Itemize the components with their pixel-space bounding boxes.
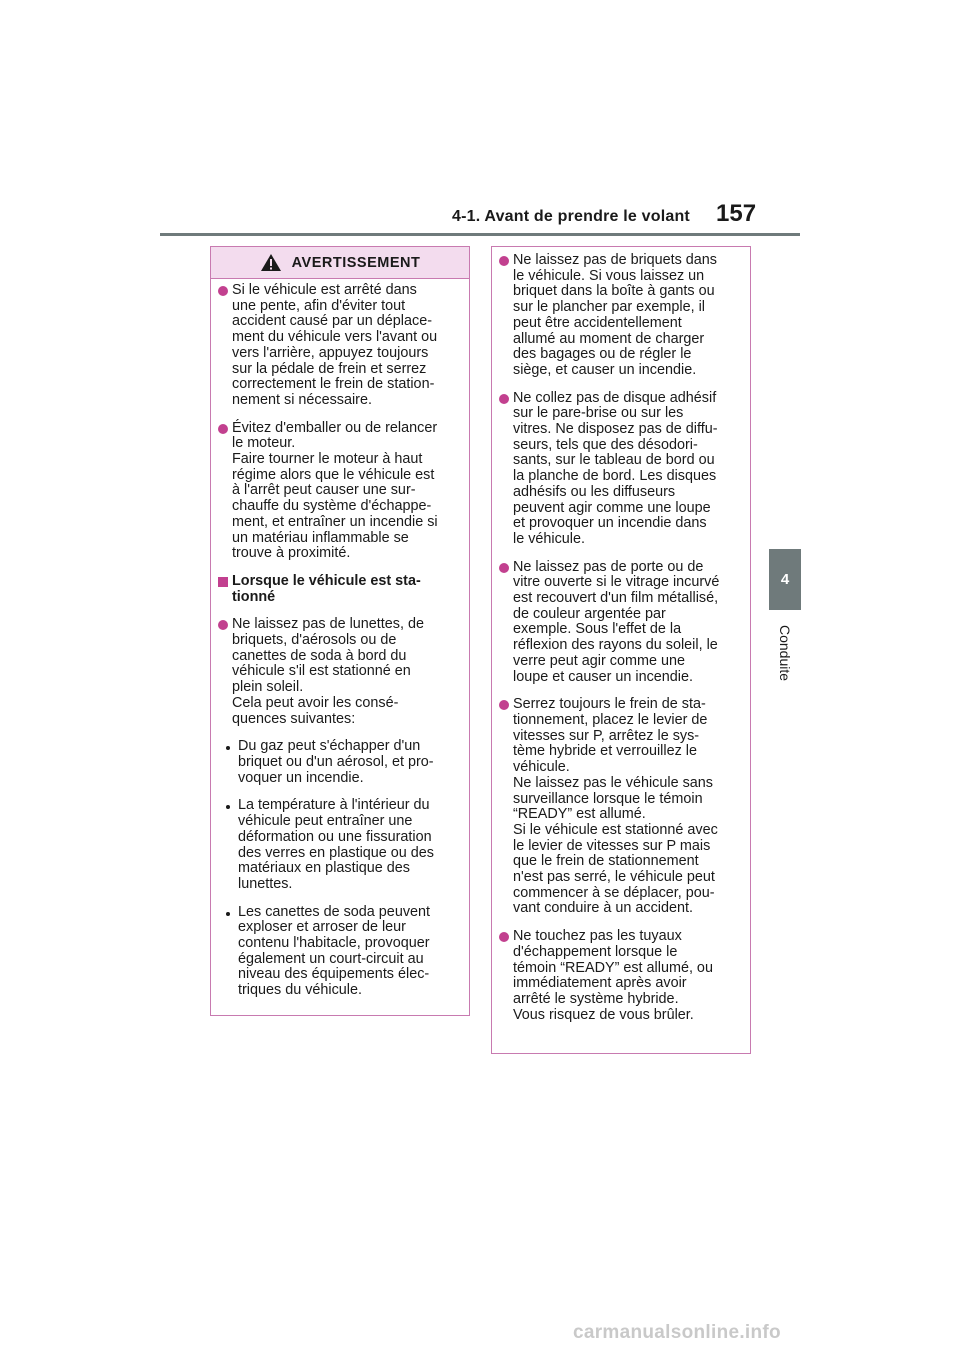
text-line: sur le pare-brise ou sur les [513, 405, 684, 422]
text-line: lunettes. [238, 875, 293, 892]
sub-list-item [224, 798, 461, 892]
text-line: plein soleil. [232, 679, 304, 696]
list-item [499, 253, 742, 379]
text-line: “READY” est allumé. [513, 806, 646, 823]
text-line: tionné [232, 588, 276, 605]
watermark: carmanualsonline.info [573, 1322, 781, 1343]
text-line: Ne collez pas de disque adhésif [513, 389, 717, 406]
list-item [218, 283, 461, 409]
chapter-number: 4 [780, 571, 790, 588]
warning-box-continued [491, 246, 751, 1054]
bullet-dot-icon [218, 286, 228, 296]
item-text [238, 905, 461, 999]
text-line: à l'arrêt peut causer une sur- [232, 482, 416, 499]
item-text [232, 421, 461, 562]
text-line: La température à l'intérieur du [238, 797, 430, 814]
text-line: triques du véhicule. [238, 982, 362, 999]
bullet-dot-icon [499, 394, 509, 404]
item-text [513, 560, 742, 686]
text-line: régime alors que le véhicule est [232, 466, 435, 483]
text-line: également un court-circuit au [238, 950, 424, 967]
text-line: loupe et causer un incendie. [513, 668, 694, 685]
text-line: commencer à se déplacer, pou- [513, 884, 715, 901]
text-line: Vous risquez de vous brûler. [513, 1006, 694, 1023]
section-title: 4-1. Avant de prendre le volant [452, 208, 690, 225]
text-line: allumé au moment de charger [513, 330, 705, 347]
warning-header [211, 247, 469, 279]
text-line: briquet dans la boîte à gants ou [513, 283, 715, 300]
text-line: véhicule. [513, 759, 570, 776]
text-line: surveillance lorsque le témoin [513, 790, 703, 807]
bullet-dot-icon [499, 700, 509, 710]
text-line: sants, sur le tableau de bord ou [513, 452, 715, 469]
item-text [232, 574, 461, 605]
text-line: témoin “READY” est allumé, ou [513, 959, 713, 976]
text-line: d'échappement lorsque le [513, 943, 678, 960]
text-line: chauffe du système d'échappe- [232, 498, 432, 515]
text-line: la planche de bord. Les disques [513, 468, 717, 485]
list-item [499, 697, 742, 917]
text-line: exploser et arroser de leur [238, 919, 406, 936]
text-line: correctement le frein de station- [232, 376, 435, 393]
text-line: siège, et causer un incendie. [513, 361, 697, 378]
text-line: n'est pas serré, le véhicule peut [513, 869, 715, 886]
bullet-dot-icon [499, 256, 509, 266]
text-line: vitres. Ne disposez pas de diffu- [513, 421, 718, 438]
text-line: le véhicule. Si vous laissez un [513, 267, 705, 284]
text-line: le moteur. [232, 435, 296, 452]
text-line: Faire tourner le moteur à haut [232, 451, 423, 468]
warning-title: AVERTISSEMENT [291, 254, 421, 271]
heading-square-icon [218, 577, 228, 587]
text-line: verre peut agir comme une [513, 652, 685, 669]
small-bullet-icon [226, 746, 230, 750]
text-line: briquets, d'aérosols ou de [232, 632, 397, 649]
text-line: déformation ou une fissuration [238, 828, 432, 845]
text-line: nement si nécessaire. [232, 391, 372, 408]
small-bullet-icon [226, 805, 230, 809]
text-line: vers l'arrière, appuyez toujours [232, 344, 429, 361]
text-line: canettes de soda à bord du [232, 647, 407, 664]
text-line: Ne laissez pas de lunettes, de [232, 616, 424, 633]
text-line: des verres en plastique ou des [238, 844, 434, 861]
text-line: Ne laissez pas le véhicule sans [513, 774, 713, 791]
text-line: sur le plancher par exemple, il [513, 299, 705, 316]
text-line: le levier de vitesses sur P mais [513, 837, 711, 854]
text-line: tionnement, placez le levier de [513, 711, 708, 728]
sub-list-item [224, 905, 461, 999]
text-line: vitesses sur P, arrêtez le sys- [513, 727, 700, 744]
item-text [232, 617, 461, 727]
text-line: peuvent agir comme une loupe [513, 499, 711, 516]
subsection-heading [218, 574, 461, 605]
text-line: matériaux en plastique des [238, 860, 410, 877]
list-item [218, 617, 461, 727]
bullet-dot-icon [499, 932, 509, 942]
text-line: vitre ouverte si le vitrage incurvé [513, 574, 720, 591]
item-text [513, 929, 742, 1023]
text-line: de couleur argentée par [513, 605, 666, 622]
list-item [499, 560, 742, 686]
item-text [513, 697, 742, 917]
text-line: peut être accidentellement [513, 314, 682, 331]
text-line: Si le véhicule est stationné avec [513, 821, 718, 838]
text-line: vant conduire à un accident. [513, 900, 694, 917]
text-line: Les canettes de soda peuvent [238, 903, 431, 920]
text-line: Évitez d'emballer ou de relancer [232, 419, 438, 436]
text-line: ment du véhicule vers l'avant ou [232, 329, 438, 346]
item-text [232, 283, 461, 409]
list-item [499, 929, 742, 1023]
text-line: est recouvert d'un film métallisé, [513, 590, 719, 607]
item-text [238, 798, 461, 892]
text-line: réflexion des rayons du soleil, le [513, 637, 718, 654]
text-line: niveau des équipements élec- [238, 966, 430, 983]
text-line: seurs, tels que des désodori- [513, 436, 698, 453]
warning-triangle-icon [260, 253, 282, 272]
chapter-label: Conduite [777, 624, 793, 682]
list-item [218, 421, 461, 562]
text-line: Ne laissez pas de briquets dans [513, 252, 717, 268]
bullet-dot-icon [218, 620, 228, 630]
text-line: Ne touchez pas les tuyaux [513, 928, 682, 945]
text-line: un matériau inflammable se [232, 529, 409, 546]
header-rule [160, 233, 800, 236]
text-line: briquet ou d'un aérosol, et pro- [238, 753, 434, 770]
item-text [513, 253, 742, 379]
text-line: Ne laissez pas de porte ou de [513, 558, 704, 575]
text-line: des bagages ou de régler le [513, 346, 692, 363]
item-text [238, 739, 461, 786]
text-line: quences suivantes: [232, 710, 356, 727]
sub-list-item [224, 739, 461, 786]
text-line: contenu l'habitacle, provoquer [238, 935, 430, 952]
text-line: Cela peut avoir les consé- [232, 694, 399, 711]
page-number: 157 [716, 200, 757, 227]
text-line: véhicule s'il est stationné en [232, 663, 411, 680]
text-line: une pente, afin d'éviter tout [232, 297, 406, 314]
text-line: immédiatement après avoir [513, 975, 687, 992]
text-line: Lorsque le véhicule est sta- [232, 572, 421, 589]
warning-box [210, 246, 470, 1016]
text-line: arrêté le système hybride. [513, 990, 679, 1007]
text-line: Du gaz peut s'échapper d'un [238, 738, 421, 755]
text-line: et provoquer un incendie dans [513, 515, 707, 532]
text-line: trouve à proximité. [232, 545, 351, 562]
text-line: ment, et entraîner un incendie si [232, 513, 438, 530]
text-line: exemple. Sous l'effet de la [513, 621, 682, 638]
text-line: que le frein de stationnement [513, 853, 699, 870]
text-line: le véhicule. [513, 530, 585, 547]
bullet-dot-icon [499, 563, 509, 573]
text-line: véhicule peut entraîner une [238, 813, 413, 830]
text-line: adhésifs ou les diffuseurs [513, 483, 676, 500]
bullet-dot-icon [218, 424, 228, 434]
chapter-tab [769, 549, 801, 610]
list-item [499, 391, 742, 548]
item-text [513, 391, 742, 548]
text-line: tème hybride et verrouillez le [513, 743, 697, 760]
small-bullet-icon [226, 912, 230, 916]
text-line: Si le véhicule est arrêté dans [232, 282, 417, 298]
text-line: accident causé par un déplace- [232, 313, 433, 330]
text-line: voquer un incendie. [238, 769, 364, 786]
text-line: sur la pédale de frein et serrez [232, 360, 427, 377]
text-line: Serrez toujours le frein de sta- [513, 696, 706, 713]
